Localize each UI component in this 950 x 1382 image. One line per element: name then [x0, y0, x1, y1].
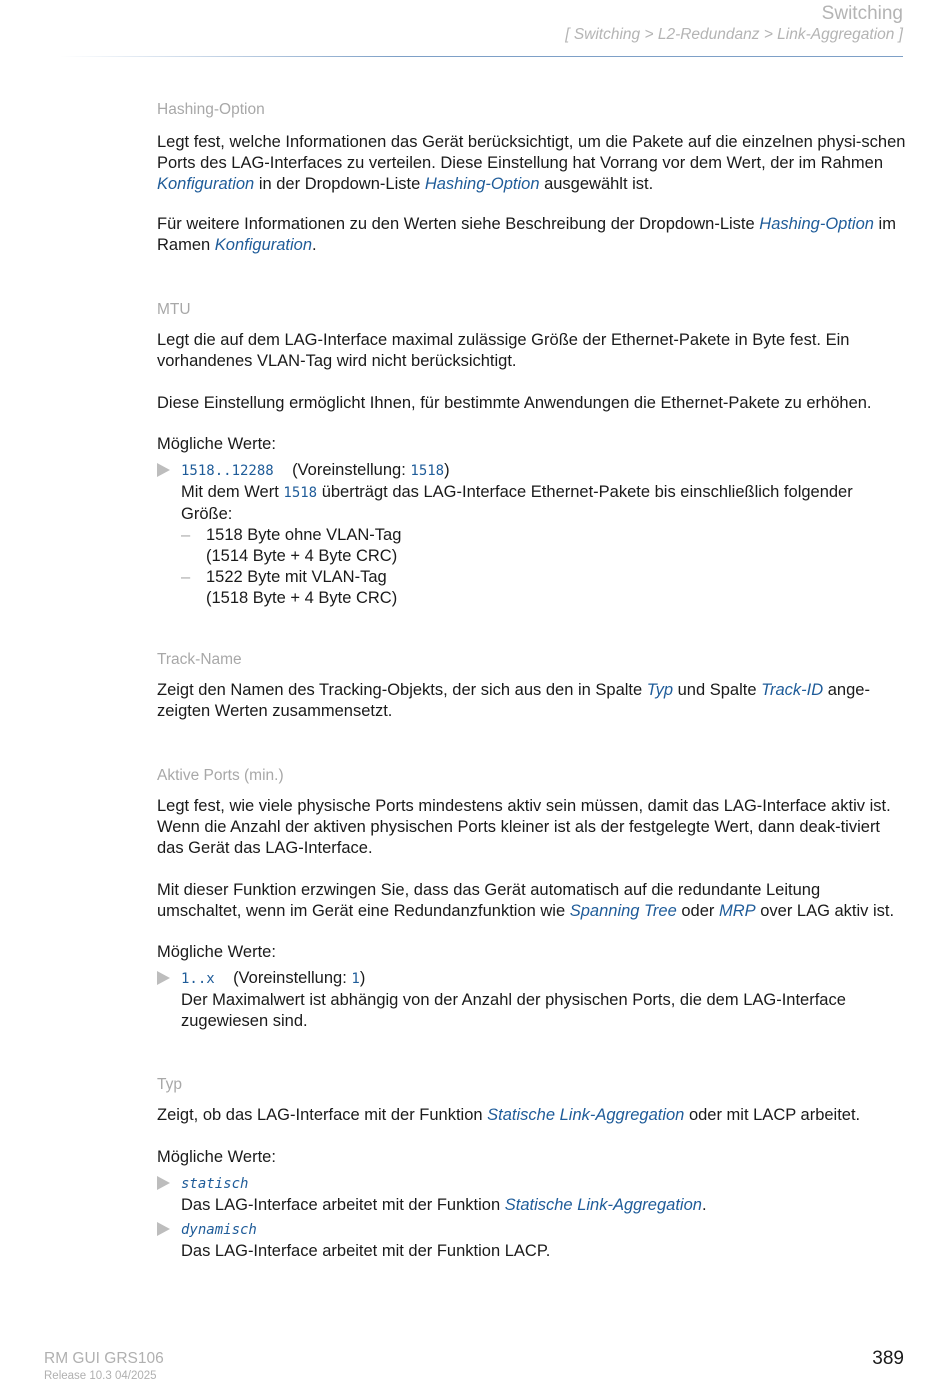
sub-item: – 1518 Byte ohne VLAN-Tag (1514 Byte + 4 Byte CRC)	[181, 526, 402, 565]
value-range: 1..x	[181, 971, 215, 987]
ref-spanning-tree: Spanning Tree	[569, 902, 677, 920]
ref-konfiguration: Konfiguration	[214, 236, 313, 254]
hashing-paragraph-1: Legt fest, welche Informationen das Gerät berücksichtigt, um die Pakete auf die einzelnen physi-schen Ports des LAG-Interfaces zu verteilen. Diese Einstellung hat Vorrang vor dem Wert, der im Rahmen Konfiguration in der Dropdown-Liste Hashing-Option ausgewählt ist.	[157, 133, 906, 193]
ref-static-link-aggregation: Statische Link-Aggregation	[487, 1106, 685, 1124]
page-number: 389	[872, 1348, 904, 1369]
ref-track-id: Track-ID	[761, 681, 824, 699]
chapter-title: Switching	[821, 3, 903, 24]
ref-konfiguration: Konfiguration	[157, 175, 255, 193]
ref-typ: Typ	[646, 681, 674, 699]
triangle-bullet-icon	[157, 1222, 170, 1236]
active-paragraph-1: Legt fest, wie viele physische Ports mindestens aktiv sein müssen, damit das LAG-Interface aktiv ist. Wenn die Anzahl der aktiven physischen Ports kleiner ist als der festgelegte Wert, dann deak-tiviert das Gerät das LAG-Interface.	[157, 797, 891, 857]
ref-static-link-aggregation: Statische Link-Aggregation	[504, 1196, 702, 1214]
section-label-track-name: Track-Name	[157, 651, 242, 668]
default-value: 1	[351, 971, 360, 987]
triangle-bullet-icon	[157, 1176, 170, 1190]
active-paragraph-2: Mit dieser Funktion erzwingen Sie, dass das Gerät automatisch auf die redundante Leitung umschaltet, wenn im Gerät eine Redundanzfunktion wie Spanning Tree oder MRP over LAG aktiv ist.	[157, 881, 895, 920]
default-value: 1518	[410, 463, 445, 479]
triangle-bullet-icon	[157, 463, 170, 477]
track-paragraph-1: Zeigt den Namen des Tracking-Objekts, der sich aus den in Spalte Typ und Spalte Track-ID ange-zeigten Werten zusammensetzt.	[157, 681, 870, 720]
ref-hashing-option: Hashing-Option	[759, 215, 874, 233]
value-range: 1518..12288	[181, 463, 274, 479]
breadcrumb: [ Switching > L2-Redundanz > Link-Aggregation ]	[565, 26, 903, 43]
header-divider	[60, 56, 903, 57]
mtu-values-label: Mögliche Werte:	[157, 435, 276, 453]
ref-mrp: MRP	[718, 902, 756, 920]
typ-paragraph-1: Zeigt, ob das LAG-Interface mit der Funktion Statische Link-Aggregation oder mit LACP arbeitet.	[157, 1106, 861, 1124]
sub-item: – 1522 Byte mit VLAN-Tag (1518 Byte + 4 Byte CRC)	[181, 568, 398, 607]
dash-bullet: –	[181, 526, 191, 544]
footer-release: Release 10.3 04/2025	[44, 1370, 157, 1382]
section-label-hashing: Hashing-Option	[157, 101, 265, 118]
footer-document-name: RM GUI GRS106	[44, 1350, 164, 1367]
triangle-bullet-icon	[157, 971, 170, 985]
section-label-active-ports: Aktive Ports (min.)	[157, 767, 284, 784]
dash-bullet: –	[181, 568, 191, 586]
active-values-label: Mögliche Werte:	[157, 943, 276, 961]
section-label-mtu: MTU	[157, 301, 191, 318]
typ-values-label: Mögliche Werte:	[157, 1148, 276, 1166]
ref-hashing-option: Hashing-Option	[424, 175, 540, 193]
mtu-paragraph-2: Diese Einstellung ermöglicht Ihnen, für bestimmte Anwendungen die Ethernet-Pakete zu erhöhen.	[157, 394, 872, 412]
hashing-paragraph-2: Für weitere Informationen zu den Werten siehe Beschreibung der Dropdown-Liste Hashing-Option im Ramen Konfiguration.	[157, 215, 896, 254]
mtu-paragraph-1: Legt die auf dem LAG-Interface maximal zulässige Größe der Ethernet-Pakete in Byte fest. Ein vorhandenes VLAN-Tag wird nicht berücksichtigt.	[157, 331, 850, 370]
section-label-typ: Typ	[157, 1076, 182, 1093]
value-statisch: statisch	[181, 1176, 249, 1192]
value-dynamisch: dynamisch	[181, 1222, 257, 1238]
